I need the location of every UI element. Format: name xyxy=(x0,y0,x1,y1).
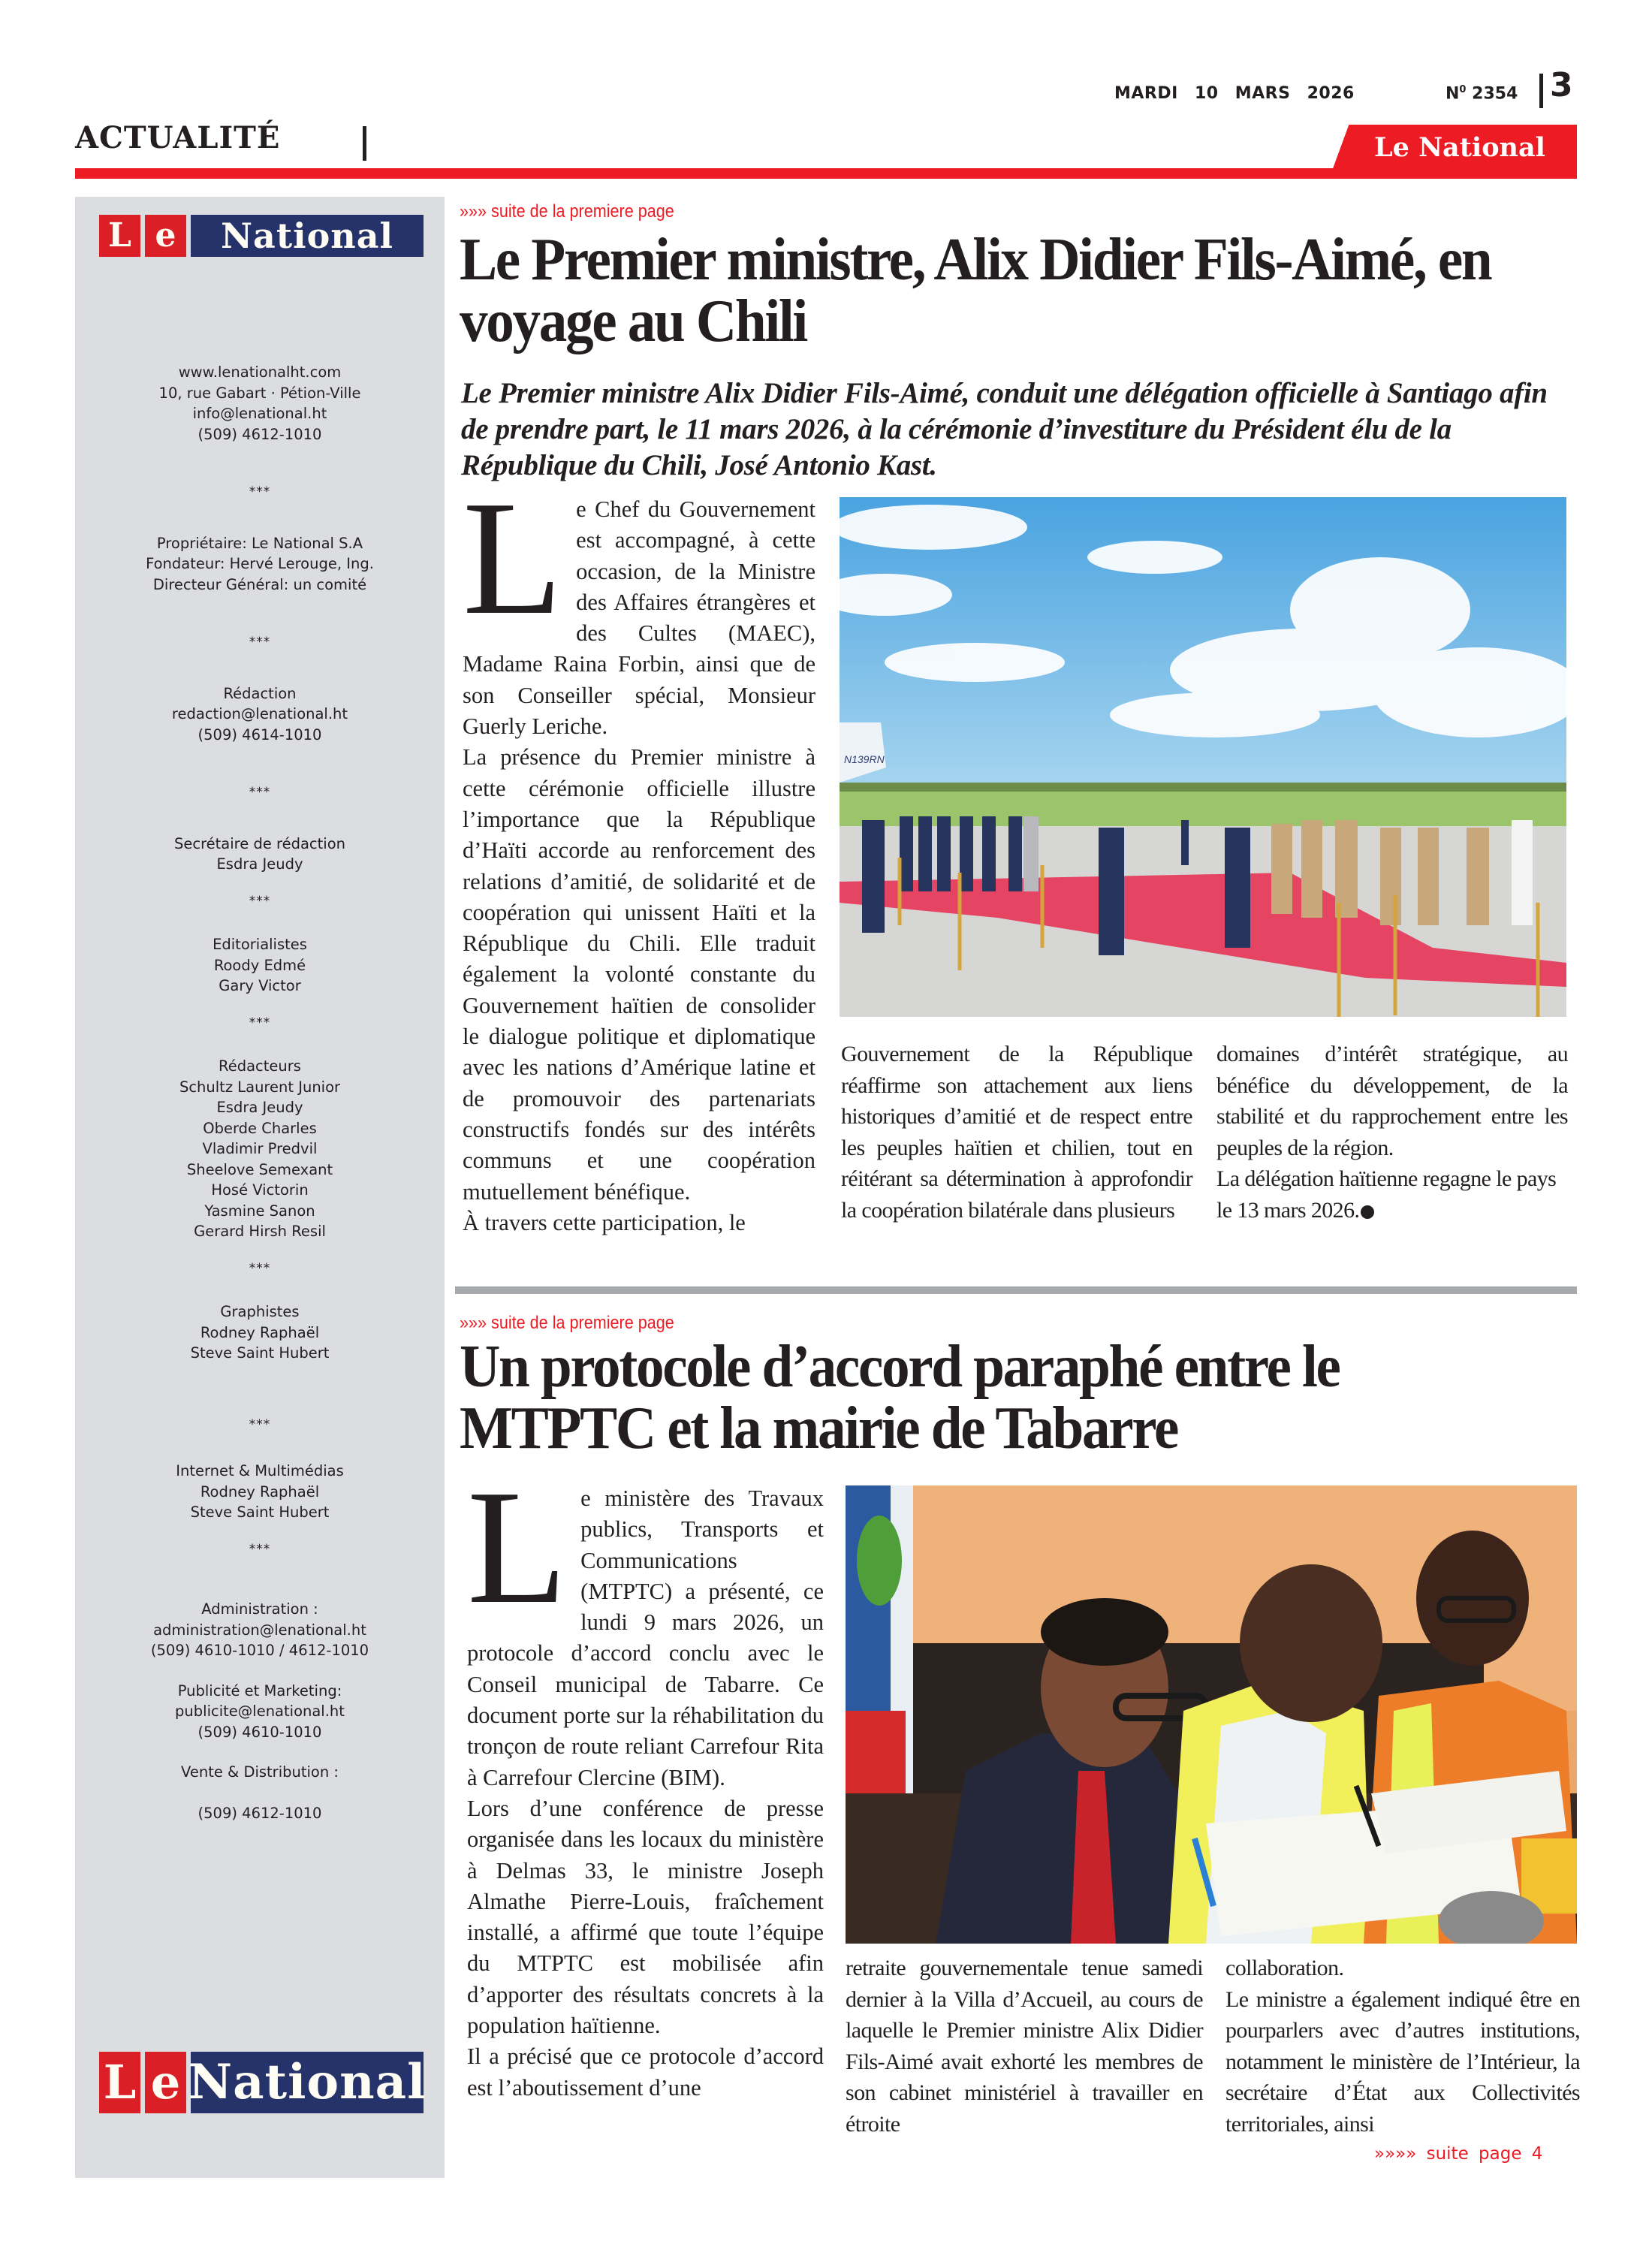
advertising-email[interactable]: publicite@lenational.ht xyxy=(175,1703,345,1720)
logo-letter-l: L xyxy=(99,215,140,257)
administration-email[interactable]: administration@lenational.ht xyxy=(153,1621,366,1639)
editorialist-name: Roody Edmé xyxy=(213,956,306,974)
writer-name: Esdra Jeudy xyxy=(216,1099,303,1116)
address: 10, rue Gabart · Pétion-Ville xyxy=(158,384,361,402)
article1-column3 xyxy=(1216,1039,1568,1226)
redaction-email[interactable]: redaction@lenational.ht xyxy=(171,705,348,722)
separator: *** xyxy=(249,484,271,499)
logo-letter-e: e xyxy=(145,2052,186,2113)
graphic-designer-name: Steve Saint Hubert xyxy=(190,1344,330,1362)
redaction-phone: (509) 4614-1010 xyxy=(197,725,322,743)
continued-on-page-link[interactable]: »»»» suite page 4 xyxy=(1374,2144,1543,2164)
article1-lead: e Chef du Gouvernement est accompagné, à cette occasion, de la Ministre des Affaires étrangères et des Cultes (MAEC), Madame Raina Forbin, ainsi que de son Conseiller spécial, Monsieur Guerly Leriche. xyxy=(463,496,815,740)
article1-paragraph: La présence du Premier ministre à cette cérémonie officielle illustre l’importance que la République d’Haïti accorde au renforcement des relations d’amitié, de solidarité et de coopération qui unissent Haïti et la République du Chili. Elle traduit également la volonté constante du Gouvernement haïtien de consolider le dialogue politique et diplomatique avec les nations d’Amérique latine et de promouvoir des partenariats constructifs fondés sur des intérêts communs et une coopération mutuellement bénéfique. xyxy=(463,744,815,1205)
article2-headline: Un protocole d’accord paraphé entre le MTPTC et la mairie de Tabarre xyxy=(460,1334,1340,1461)
article1-column2 xyxy=(841,1039,1192,1226)
internet-member: Steve Saint Hubert xyxy=(190,1504,330,1521)
founder: Fondateur: Hervé Lerouge, Ing. xyxy=(146,555,374,572)
writer-name: Yasmine Sanon xyxy=(204,1202,315,1220)
article1-dropcap: L xyxy=(463,468,563,649)
separator: *** xyxy=(249,1260,271,1276)
writer-name: Gerard Hirsh Resil xyxy=(194,1223,326,1240)
main-phone: (509) 4612-1010 xyxy=(197,425,322,443)
article2-paragraph: retraite gouvernementale tenue samedi dernier à la Villa d’Accueil, au cours de laquelle le Premier ministre Alix Didier Fils-Aimé avait exhorté les membres de son cabinet ministériel à travailler en étroite xyxy=(846,1956,1203,2137)
sales-block xyxy=(75,1762,445,1823)
article2-paragraph: collaboration. xyxy=(1225,1956,1344,1980)
internet-member: Rodney Raphaël xyxy=(200,1482,320,1500)
writer-name: Vladimir Predvil xyxy=(202,1140,318,1157)
article2-column2 xyxy=(846,1953,1203,2140)
separator: *** xyxy=(249,785,271,800)
owner: Propriétaire: Le National S.A xyxy=(156,534,363,552)
page-number: 3 xyxy=(1550,66,1573,104)
redaction-block xyxy=(75,683,445,746)
article1-paragraph: Gouvernement de la République réaffirme son attachement aux liens historiques d’amitié et de respect entre les peuples haïtien et chilien, tout en réitérant sa détermination à approfondir la coopération bilatérale dans plusieurs xyxy=(841,1042,1192,1223)
editorialists-label: Editorialistes xyxy=(213,936,307,953)
article2-paragraph: Le ministre a également indiqué être en pourparlers avec d’autres institutions, notamment le ministère de l’Intérieur, la secrétaire d’État aux Collectivités territoriales, ainsi xyxy=(1225,1986,1580,2137)
writer-name: Hosé Victorin xyxy=(211,1181,309,1199)
section-divider xyxy=(363,126,366,161)
separator: *** xyxy=(249,635,271,650)
masthead-sidebar xyxy=(75,197,445,2178)
writers-label: Rédacteurs xyxy=(219,1057,301,1075)
administration-block xyxy=(75,1599,445,1661)
separator: *** xyxy=(249,1015,271,1030)
article-divider xyxy=(455,1286,1577,1294)
article2-paragraph: Il a précisé que ce protocole d’accord est l’aboutissement d’une xyxy=(467,2043,824,2101)
article2-column3 xyxy=(1225,1953,1580,2140)
ownership-block xyxy=(75,533,445,596)
article1-dek: Le Premier ministre Alix Didier Fils-Aimé, conduit une délégation officielle à Santiago afin de prendre part, le 11 mars 2026, à la cérémonie d’investiture du Président élu de la République du Chili, José Antonio Kast. xyxy=(461,377,1548,481)
separator: *** xyxy=(249,1416,271,1432)
article2-lead: e ministère des Travaux publics, Transports et Communications (MTPTC) a présenté, ce lundi 9 mars 2026, un protocole d’accord conclu avec le Conseil municipal de Tabarre. Ce document porte sur la réhabilitation du tronçon de route reliant Carrefour Rita à Carrefour Clercine (BIM). xyxy=(467,1485,824,1790)
writers-block xyxy=(75,1056,445,1242)
article1-paragraph: domaines d’intérêt stratégique, au bénéfice du développement, de la stabilité et du rapprochement entre les peuples de la région. xyxy=(1216,1042,1568,1160)
logo-word-national: National xyxy=(191,2052,424,2113)
logo-word-national: National xyxy=(191,215,424,257)
issue-number xyxy=(1446,84,1518,103)
secretary-name: Esdra Jeudy xyxy=(216,855,303,873)
writer-name: Sheelove Semexant xyxy=(186,1160,333,1178)
article1-column1 xyxy=(463,468,815,1238)
internet-label: Internet & Multimédias xyxy=(176,1462,344,1479)
administration-phone: (509) 4610-1010 / 4612-1010 xyxy=(150,1642,369,1659)
section-title: ACTUALITÉ xyxy=(75,120,281,155)
article2-dropcap: L xyxy=(467,1457,568,1638)
issue-number-value: 2354 xyxy=(1472,84,1518,104)
article2-paragraph: Lors d’une conférence de presse organisée dans les locaux du ministère à Delmas 33, le ministre Joseph Almathe Pierre-Louis, fraîchement installé, a affirmé que toute l’équipe du MTPTC est mobilisée afin d’apporter des résultats concrets à la population haïtienne. xyxy=(467,1795,824,2039)
director: Directeur Général: un comité xyxy=(152,575,367,593)
editorialists-block xyxy=(75,934,445,997)
advertising-label: Publicité et Marketing: xyxy=(177,1681,342,1700)
secretary-block xyxy=(75,834,445,875)
article1-paragraph: La délégation haïtienne regagne le pays le 13 mars 2026. xyxy=(1216,1166,1557,1223)
sales-label: Vente & Distribution : xyxy=(181,1763,339,1781)
logo-bottom xyxy=(99,2052,427,2113)
issue-date: MARDI 10 MARS 2026 xyxy=(1114,84,1355,103)
administration-label: Administration : xyxy=(201,1600,318,1618)
logo-top xyxy=(99,215,424,257)
article2-kicker[interactable]: »»» suite de la premiere page xyxy=(460,1313,674,1333)
article1-kicker[interactable]: »»» suite de la premiere page xyxy=(460,201,674,222)
internet-block xyxy=(75,1461,445,1523)
issue-sup: 0 xyxy=(1459,84,1467,95)
advertising-phone: (509) 4610-1010 xyxy=(197,1723,322,1741)
article1-photo-airport-ceremony xyxy=(840,497,1566,1017)
writer-name: Oberde Charles xyxy=(203,1119,317,1137)
graphic-designers-block xyxy=(75,1301,445,1364)
contact-block xyxy=(75,362,445,445)
editorialist-name: Gary Victor xyxy=(219,977,301,994)
redaction-label: Rédaction xyxy=(223,684,297,702)
masthead-credits xyxy=(75,362,445,1823)
writer-name: Schultz Laurent Junior xyxy=(179,1078,341,1096)
secretary-label: Secrétaire de rédaction xyxy=(173,834,346,852)
graphic-designers-label: Graphistes xyxy=(220,1303,300,1320)
website-link[interactable]: www.lenationalht.com xyxy=(178,363,342,381)
separator: *** xyxy=(249,893,271,909)
separator: *** xyxy=(249,1541,271,1557)
issue-prefix: N xyxy=(1446,84,1460,104)
article1-paragraph: À travers cette participation, le xyxy=(463,1209,746,1235)
info-email[interactable]: info@lenational.ht xyxy=(192,405,327,422)
page-number-divider xyxy=(1539,74,1543,108)
plane-tail-number: N139RN xyxy=(844,753,885,765)
end-of-article-icon xyxy=(1361,1205,1374,1219)
article2-photo-signing xyxy=(846,1485,1577,1944)
sales-phone: (509) 4612-1010 xyxy=(197,1804,322,1822)
brand-flag-text: Le National xyxy=(1374,132,1545,163)
logo-letter-l: L xyxy=(99,2052,140,2113)
graphic-designer-name: Rodney Raphaël xyxy=(200,1323,320,1341)
article2-column1 xyxy=(467,1457,824,2104)
article1-headline: Le Premier ministre, Alix Didier Fils-Aimé, en voyage au Chili xyxy=(460,227,1491,354)
logo-letter-e: e xyxy=(145,215,186,257)
advertising-block xyxy=(75,1681,445,1743)
